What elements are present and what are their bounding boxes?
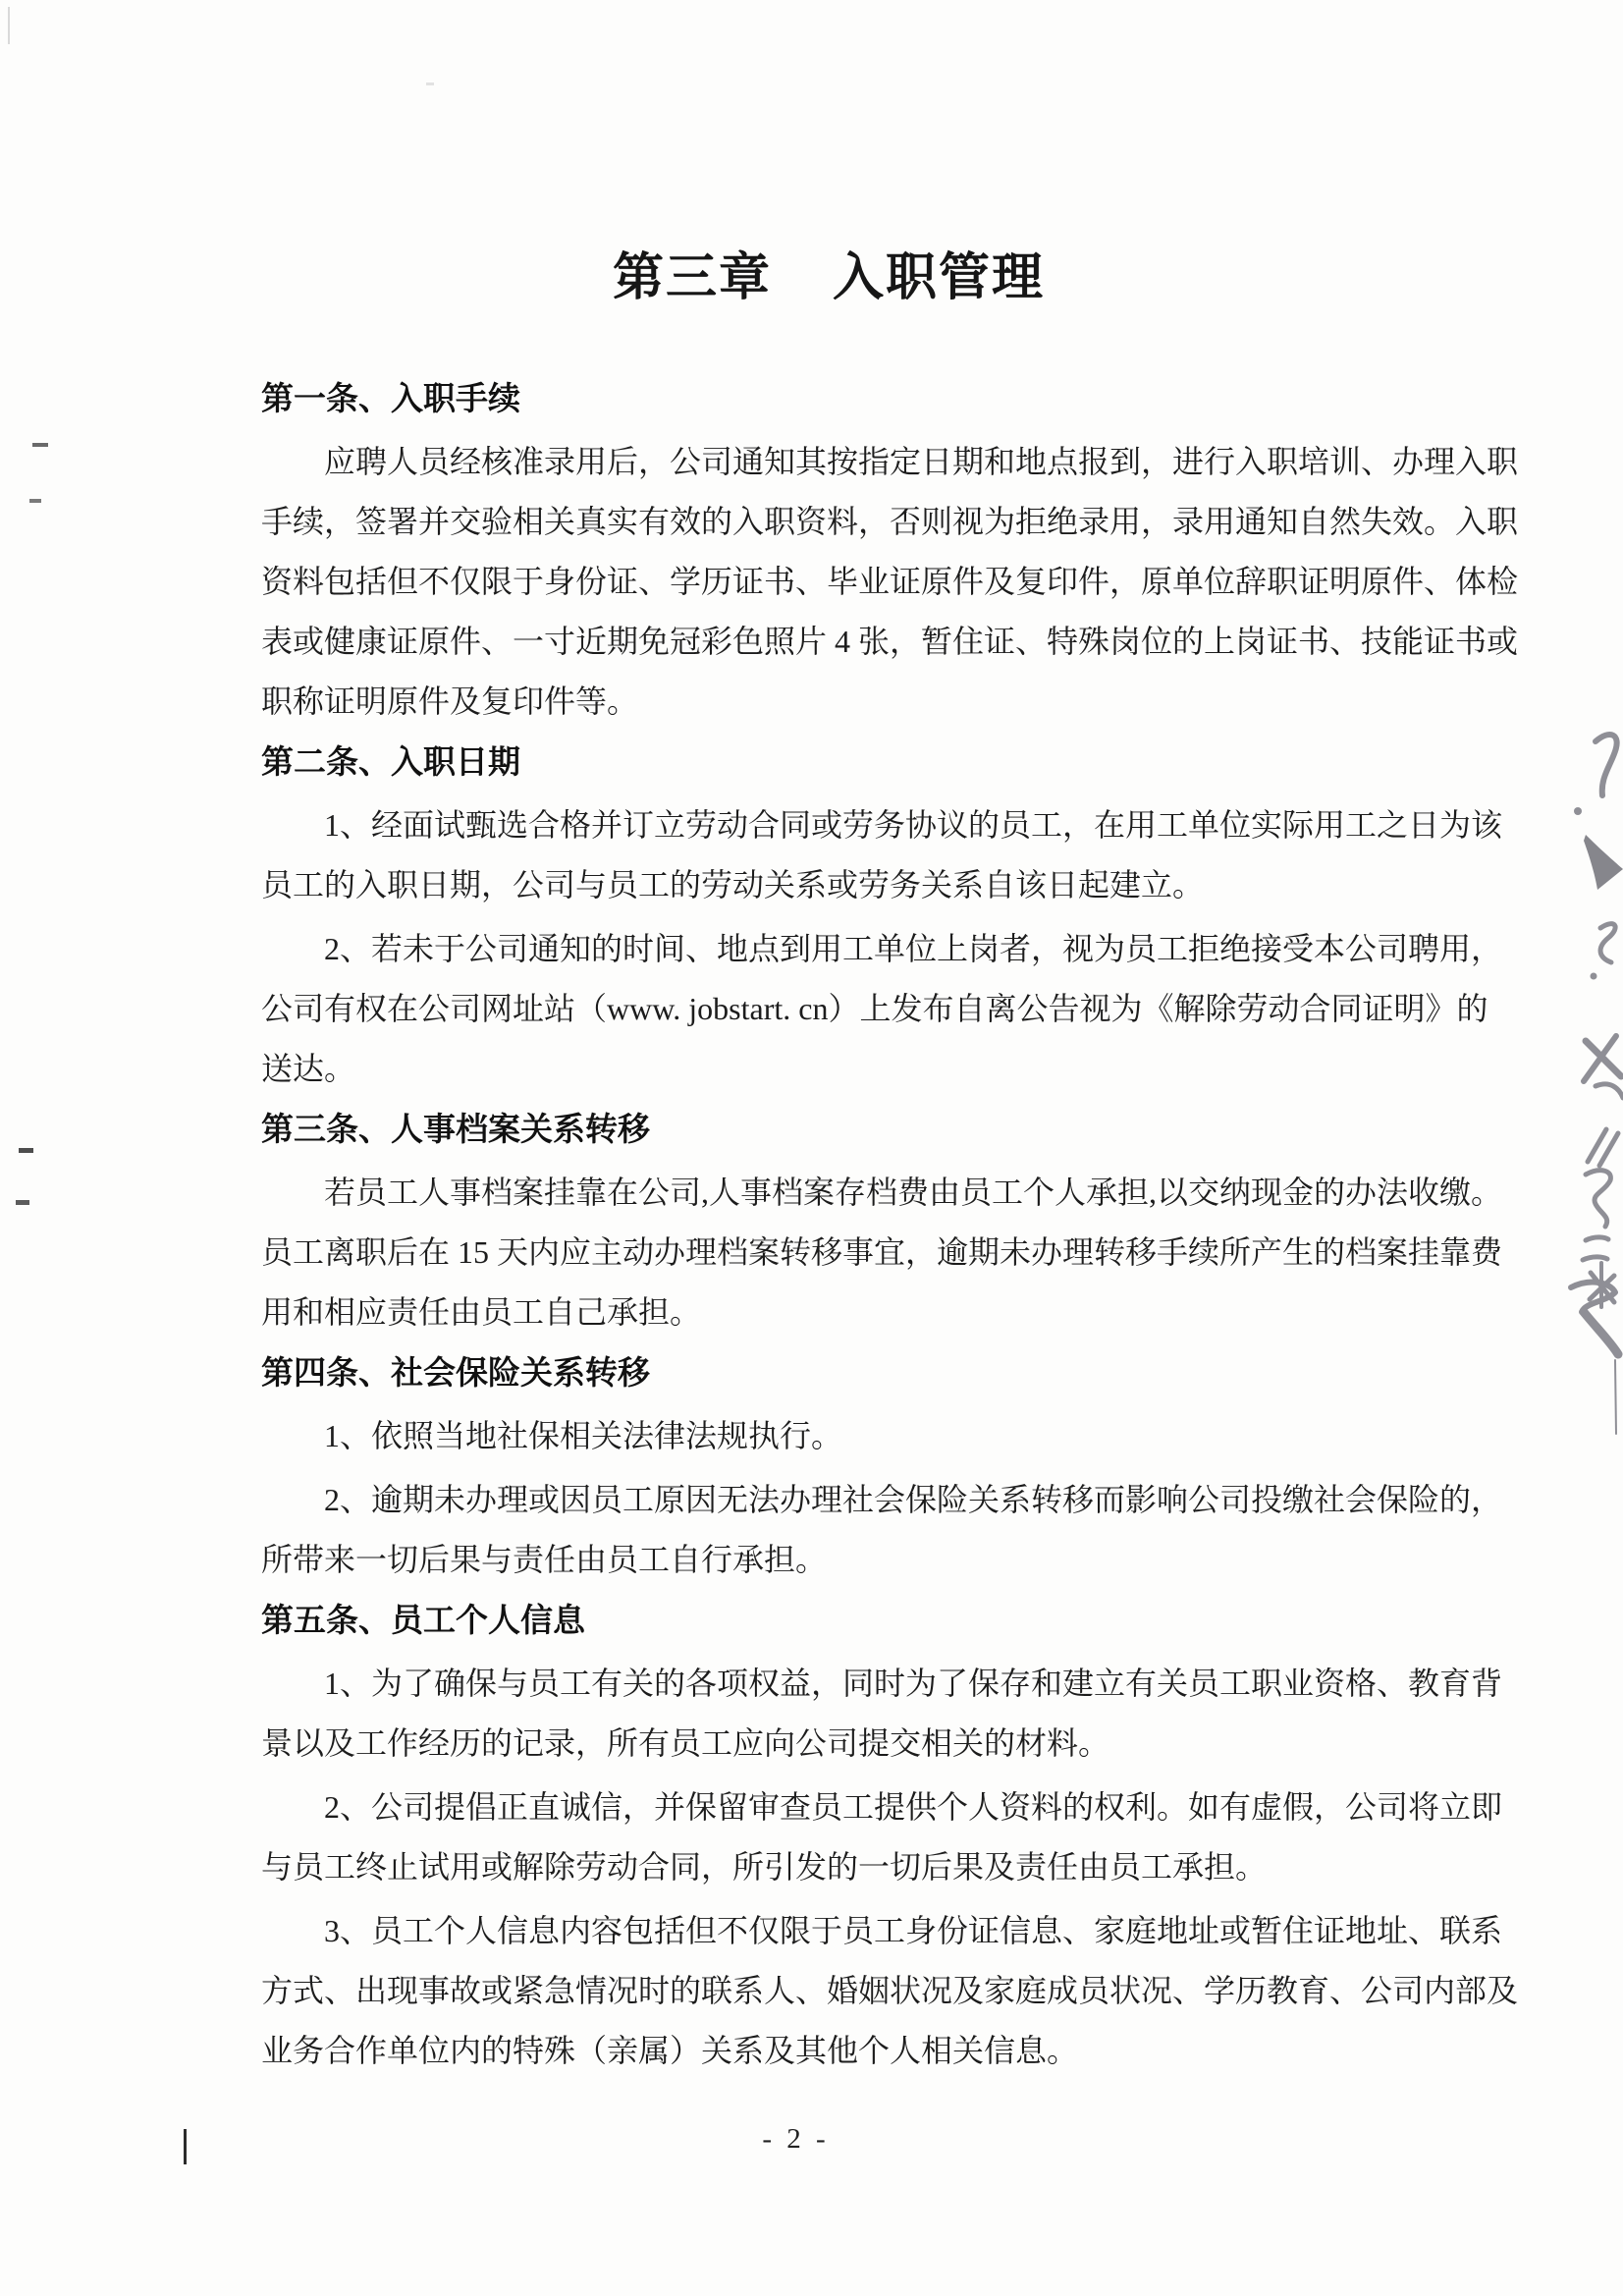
text-line: 资料包括但不仅限于身份证、学历证书、毕业证原件及复印件，原单位辞职证明原件、体检 xyxy=(261,564,1519,599)
text-line: 员工的入职日期，公司与员工的劳动关系或劳务关系自该日起建立。 xyxy=(261,867,1205,902)
paragraph xyxy=(261,432,1519,732)
handwritten-margin-note xyxy=(1556,717,1623,1444)
text-line: 公司有权在公司网址站（www. jobstart. cn）上发布自离公告视为《解除劳动合同证明》的 xyxy=(261,991,1488,1026)
text-line: 用和相应责任由员工自己承担。 xyxy=(261,1294,702,1330)
text-line: 方式、出现事故或紧急情况时的联系人、婚姻状况及家庭成员状况、学历教育、公司内部及 xyxy=(261,1973,1519,2008)
scan-artifact-mark xyxy=(29,499,41,503)
text-line: 3、员工个人信息内容包括但不仅限于员工身份证信息、家庭地址或暂住证地址、联系 xyxy=(324,1913,1503,1948)
paragraph xyxy=(261,1654,1503,1774)
text-line: 2、若未于公司通知的时间、地点到用工单位上岗者，视为员工拒绝接受本公司聘用， xyxy=(324,931,1503,966)
paragraph xyxy=(261,1470,1503,1590)
section-heading: 第二条、入职日期 xyxy=(261,742,520,781)
page-number: - 2 - xyxy=(762,2123,830,2155)
paragraph xyxy=(261,1406,1461,1466)
paragraph xyxy=(261,1777,1503,1897)
text-line: 1、经面试甄选合格并订立劳动合同或劳务协议的员工，在用工单位实际用工之日为该 xyxy=(324,807,1503,843)
text-line: 送达。 xyxy=(261,1051,356,1086)
text-line: 与员工终止试用或解除劳动合同，所引发的一切后果及责任由员工承担。 xyxy=(261,1849,1268,1885)
chapter-name: 入职管理 xyxy=(833,248,1046,307)
scan-artifact-mark xyxy=(19,1148,33,1153)
section-heading: 第五条、员工个人信息 xyxy=(261,1601,585,1639)
text-line: 员工离职后在 15 天内应主动办理档案转移事宜，逾期未办理转移手续所产生的档案挂靠费 xyxy=(261,1234,1503,1270)
text-line: 应聘人员经核准录用后，公司通知其按指定日期和地点报到，进行入职培训、办理入职 xyxy=(324,444,1519,479)
paragraph xyxy=(261,1901,1519,2081)
chapter-title xyxy=(229,246,1429,324)
text-line: 手续，签署并交验相关真实有效的入职资料，否则视为拒绝录用，录用通知自然失效。入职 xyxy=(261,504,1519,539)
text-line: 1、为了确保与员工有关的各项权益，同时为了保存和建立有关员工职业资格、教育背 xyxy=(324,1666,1503,1701)
scan-artifact-mark xyxy=(426,82,434,85)
document-content xyxy=(261,246,1519,2081)
text-line: 2、公司提倡正直诚信，并保留审查员工提供个人资料的权利。如有虚假，公司将立即 xyxy=(324,1789,1503,1825)
section-heading: 第一条、入职手续 xyxy=(261,379,520,417)
chapter-number: 第三章 xyxy=(612,248,772,307)
text-line: 2、逾期未办理或因员工原因无法办理社会保险关系转移而影响公司投缴社会保险的， xyxy=(324,1482,1503,1517)
scan-artifact-mark xyxy=(8,7,10,44)
text-line: 业务合作单位内的特殊（亲属）关系及其他个人相关信息。 xyxy=(261,2033,1079,2068)
text-line: 表或健康证原件、一寸近期免冠彩色照片 4 张，暂住证、特殊岗位的上岗证书、技能证书或 xyxy=(261,624,1519,659)
paragraph xyxy=(261,795,1503,915)
text-line: 职称证明原件及复印件等。 xyxy=(261,683,639,719)
text-line: 景以及工作经历的记录，所有员工应向公司提交相关的材料。 xyxy=(261,1725,1110,1761)
text-cursor-mark xyxy=(184,2129,187,2164)
text-line: 所带来一切后果与责任由员工自行承担。 xyxy=(261,1542,828,1577)
text-line: 若员工人事档案挂靠在公司,人事档案存档费由员工个人承担,以交纳现金的办法收缴。 xyxy=(324,1175,1503,1210)
document-body xyxy=(261,368,1519,2081)
section-heading: 第三条、人事档案关系转移 xyxy=(261,1110,650,1148)
paragraph xyxy=(261,919,1503,1099)
text-line: 1、依照当地社保相关法律法规执行。 xyxy=(324,1418,843,1453)
scan-artifact-mark xyxy=(16,1200,29,1205)
paragraph xyxy=(261,1163,1503,1342)
section-heading: 第四条、社会保险关系转移 xyxy=(261,1353,650,1392)
scan-artifact-mark xyxy=(32,443,48,447)
